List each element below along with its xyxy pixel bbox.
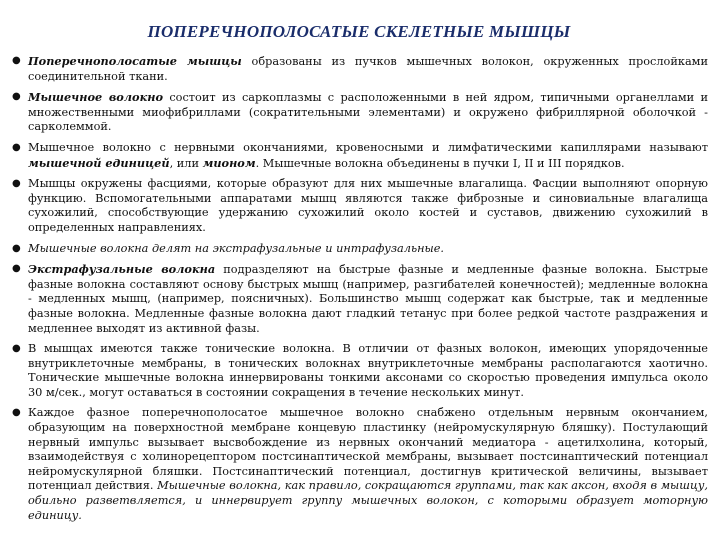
bullet-icon: ●	[12, 407, 21, 419]
item-text: состоит из саркоплазмы с расположенными в ней ядром, типичными органеллами и множественными миофибриллами (сократительными элементами) и окружено фибриллярной оболочкой - сарколеммой.	[28, 91, 708, 134]
item-text: подразделяют на быстрые фазные и медленные фазные волокна. Быстрые фазные волокна составляют основу быстрых мышц (например, разгибателей конечностей); медленные волокна - медленных мышц, (например, поясничных). Большинство мышц содержат как быстрые, так и медленные фазные волокна. Медленные фазные волокна дают гладкий тетанус при более редкой частоте раздражения и медленнее выходят из активной фазы.	[28, 263, 709, 335]
item-text-italic: Мышечные волокна, как правило, сокращаются группами, так как аксон, входя в мышцу, обильно разветвляется, и иннервирует группу мышечных волокон, с которыми образует моторную единицу.	[28, 479, 708, 522]
list-item	[10, 342, 708, 400]
item-text: Каждое фазное поперечнополосатое мышечное волокно снабжено отдельным нервным окончанием, образующим на поверхностной мембране концевую пластинку (нейромускулярную бляшку). Постулающий нервный импульс вызывает высвобождение из нервных окончаний медиатора - ацетилхолина, который, взаимодействуя с холинорецептором постсинаптической мембраны, вызывает постсинаптический потенциал нейромускулярной бляшки. Постсинаптический потенциал, достигнув критической величины, вызывает потенциал действия.	[28, 406, 708, 493]
bullet-icon: ●	[12, 263, 21, 275]
item-text: В мышцах имеются также тонические волокна. В отличии от фазных волокон, имеющих упорядоченные внутриклеточные мембраны, в тонических волокнах внутриклеточные мембраны располагаются хаотично. Тонические мышечные волокна иннервированы тонкими аксонами со скоростью проведения импульса около 30 м/сек., могут оставаться в состоянии сокращения в течение нескольких минут.	[28, 342, 708, 399]
bullet-icon: ●	[12, 343, 21, 355]
item-text: . Мышечные волокна объединены в пучки I, II и III порядков.	[255, 156, 625, 170]
term: Поперечнополосатые мышцы	[28, 54, 242, 68]
list-item	[10, 54, 708, 84]
term: Мышечное волокно	[28, 90, 164, 105]
bullet-list	[10, 54, 708, 523]
item-text: Мышечное волокно с нервными окончаниями, кровеносными и лимфатическими капиллярами называют	[28, 140, 708, 154]
item-text: образованы из пучков мышечных волокон, окруженных прослойками соединительной ткани.	[28, 55, 708, 83]
bullet-icon: ●	[12, 91, 21, 103]
term: мионом	[202, 155, 256, 170]
bullet-icon: ●	[12, 55, 21, 66]
list-item	[10, 141, 708, 171]
bullet-icon: ●	[12, 178, 21, 190]
page-title: ПОПЕРЕЧНОПОЛОСАТЫЕ СКЕЛЕТНЫЕ МЫШЦЫ	[147, 22, 571, 41]
list-item	[10, 242, 708, 257]
item-text: Мышцы окружены фасциями, которые образуют для них мышечные влагалища. Фасции выполняют опорную функцию. Вспомогательными аппаратами мышц являются также фиброзные и синовиальные влагалища сухожилий, способствующие удержанию сухожилий около костей и суставов, движению сухожилий в определенных направлениях.	[28, 177, 708, 234]
item-text: , или	[169, 156, 203, 170]
list-item	[10, 177, 708, 235]
term: Экстрафузальные волокна	[28, 262, 216, 277]
item-text: Мышечные волокна делят на экстрафузальные и интрафузальные.	[28, 241, 445, 255]
list-item	[10, 90, 708, 135]
list-item	[10, 406, 708, 523]
list-item	[10, 262, 708, 336]
bullet-icon: ●	[12, 141, 21, 153]
bullet-icon: ●	[12, 242, 21, 254]
term: мышечной единицей	[28, 155, 170, 170]
